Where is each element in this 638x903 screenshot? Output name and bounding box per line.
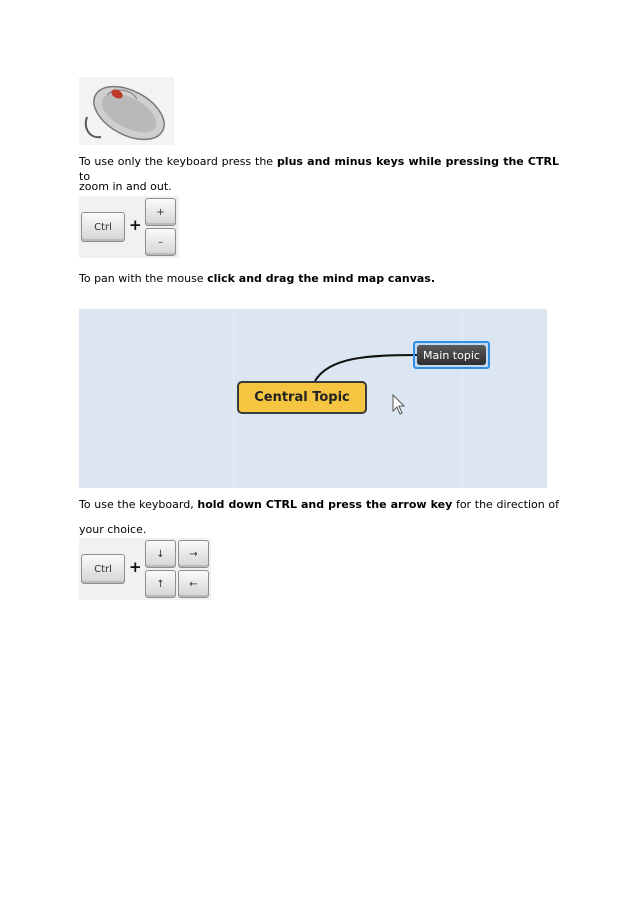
- instruction-text: for the direction of: [452, 498, 559, 511]
- topic-connector-line: [315, 355, 417, 381]
- arrow-down-key: ↓: [145, 540, 176, 568]
- ctrl-key: Ctrl: [81, 212, 125, 242]
- instruction-text: To use the keyboard,: [79, 498, 198, 511]
- mouse-image: [79, 77, 174, 145]
- instruction-bold-text: click and drag the mind map canvas.: [207, 272, 436, 285]
- arrow-keys-image: [79, 538, 211, 600]
- instruction-text: to: [79, 170, 91, 183]
- plus-key: +: [145, 198, 176, 226]
- arrow-right-key: →: [178, 540, 209, 568]
- mouse-icon: [79, 77, 174, 145]
- instruction-text: To use only the keyboard press the: [79, 155, 277, 168]
- main-topic-node[interactable]: Main topic: [417, 345, 486, 365]
- arrow-left-key: ←: [178, 570, 209, 598]
- instruction-bold-text: hold down CTRL and press the arrow key: [197, 498, 453, 511]
- instruction-bold-text: plus and minus keys while pressing the CTRL: [276, 155, 559, 168]
- zoom-keyboard-instruction-line2: zoom in and out.: [79, 180, 172, 193]
- plus-sign: +: [129, 216, 142, 234]
- pan-keyboard-instruction-line2: your choice.: [79, 523, 147, 536]
- zoom-keys-image: [79, 196, 179, 258]
- cursor-arrow-icon: [393, 395, 404, 414]
- pan-mouse-instruction: [79, 271, 559, 286]
- central-topic-node[interactable]: Central Topic: [237, 381, 367, 414]
- pan-keyboard-instruction: [79, 497, 559, 512]
- arrow-up-key: ↑: [145, 570, 176, 598]
- plus-sign: +: [129, 558, 142, 576]
- instruction-text: To pan with the mouse: [79, 272, 208, 285]
- minus-key: –: [145, 228, 176, 256]
- ctrl-key: Ctrl: [81, 554, 125, 584]
- mind-map-canvas: [79, 309, 547, 488]
